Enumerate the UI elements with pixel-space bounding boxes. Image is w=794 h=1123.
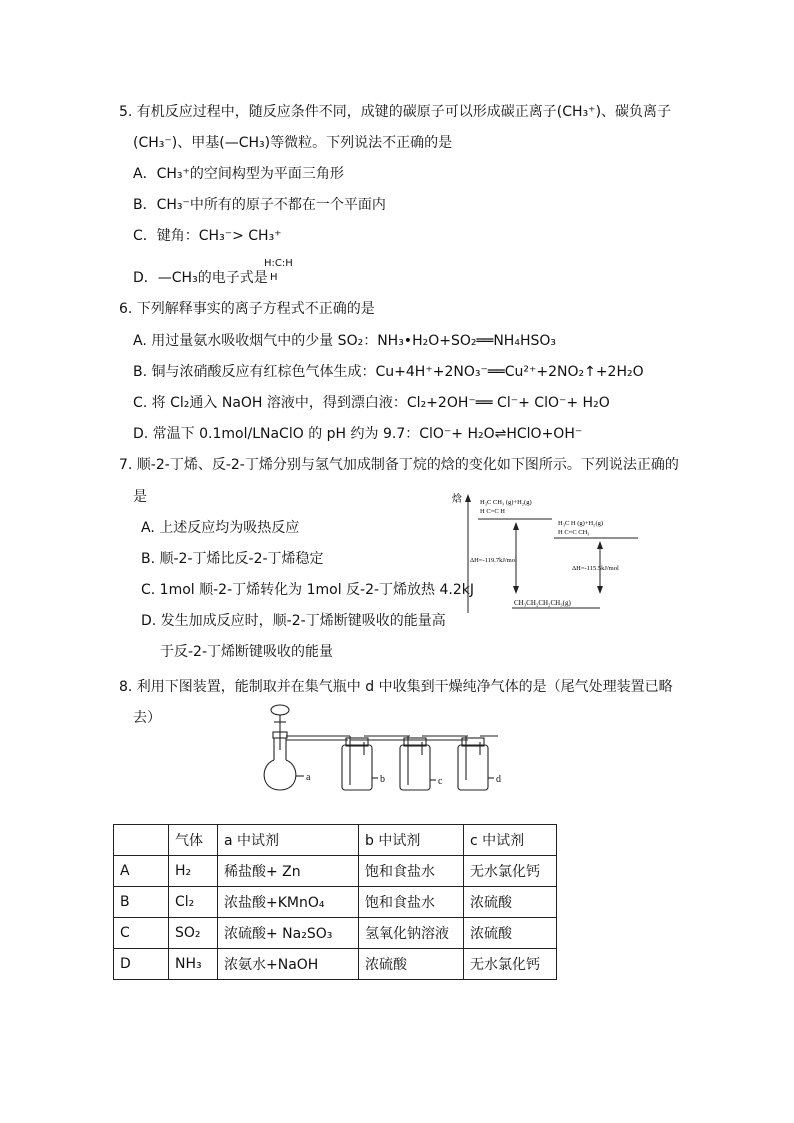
dh2-label: ΔH=-115.5kJ/mol — [572, 565, 619, 572]
trans-butene-sub: H C=C CH₃ — [558, 529, 590, 536]
dh1-label: ΔH=-119.7kJ/mol — [470, 557, 517, 564]
q5-electron-formula-top: H:C:H — [264, 258, 293, 269]
table-row — [114, 856, 557, 887]
enthalpy-diagram — [450, 488, 650, 618]
dh2-arrow-tail — [597, 541, 603, 549]
table-cell: 氢氧化钠溶液 — [359, 918, 464, 949]
table-cell: 浓盐酸+KMnO₄ — [218, 887, 359, 918]
table-header-cell: 气体 — [169, 825, 218, 856]
q7-option-d-line2: 于反-2-丁烯断键吸收的能量 — [160, 644, 334, 660]
table-header-cell: a 中试剂 — [218, 825, 359, 856]
q8-stem-line1: 8. 利用下图装置，能制取并在集气瓶中 d 中收集到干燥纯净气体的是（尾气处理装置已略 — [119, 679, 673, 695]
table-cell: 浓硫酸+ Na₂SO₃ — [218, 918, 359, 949]
table-cell: 浓硫酸 — [359, 949, 464, 980]
table-cell: NH₃ — [169, 949, 218, 980]
enthalpy-axis-arrow — [465, 494, 471, 502]
table-cell: 饱和食盐水 — [359, 887, 464, 918]
q5-stem-line1: 5. 有机反应过程中，随反应条件不同，成键的碳原子可以形成碳正离子(CH₃⁺)、碳负离子 — [119, 104, 672, 120]
q7-stem-line1: 7. 顺-2-丁烯、反-2-丁烯分别与氢气加成制备丁烷的焓的变化如下图所示。下列说法正确的 — [119, 457, 679, 473]
table-cell: C — [114, 918, 169, 949]
reagent-table — [113, 824, 557, 980]
label-c: c — [438, 776, 443, 787]
q5-option-d: D．—CH₃的电子式是 — [133, 270, 268, 286]
q7-option-d-line1: D. 发生加成反应时，顺-2-丁烯断键吸收的能量高 — [141, 613, 446, 629]
cis-butene-sub: H C=C H — [480, 508, 505, 515]
bottle-d — [458, 736, 498, 790]
q6-option-c: C. 将 Cl₂通入 NaOH 溶液中，得到漂白液：Cl₂+2OH⁻══ Cl⁻+ ClO⁻+ H₂O — [133, 395, 610, 411]
table-cell: 无水氯化钙 — [464, 949, 557, 980]
table-row — [114, 949, 557, 980]
q7-option-c: C. 1mol 顺-2-丁烯转化为 1mol 反-2-丁烯放热 4.2kJ — [141, 582, 474, 598]
butane-label: CH₃CH₂CH₂CH₃(g) — [514, 599, 571, 607]
table-cell: Cl₂ — [169, 887, 218, 918]
trans-butene-label: H₃C H (g)+H₂(g) — [558, 520, 604, 527]
table-row — [114, 887, 557, 918]
dh1-arrow-head — [513, 586, 519, 594]
dh2-arrow-head — [597, 586, 603, 594]
label-d: d — [496, 774, 501, 785]
q5-electron-formula-bottom: H — [270, 272, 278, 283]
table-row — [114, 918, 557, 949]
enthalpy-axis-label: 焓 — [452, 494, 462, 505]
q5-option-a: A．CH₃⁺的空间构型为平面三角形 — [133, 166, 344, 182]
q5-stem-line2: (CH₃⁻)、甲基(—CH₃)等微粒。下列说法不正确的是 — [133, 135, 453, 151]
q6-option-b: B. 铜与浓硝酸反应有红棕色气体生成：Cu+4H⁺+2NO₃⁻══Cu²⁺+2NO₂↑+2H₂O — [133, 364, 644, 380]
table-cell: A — [114, 856, 169, 887]
q6-option-d: D. 常温下 0.1mol/LNaClO 的 pH 约为 9.7：ClO⁻+ H₂O⇌HClO+OH⁻ — [133, 426, 583, 442]
table-cell: B — [114, 887, 169, 918]
dh1-arrow-tail — [513, 522, 519, 530]
table-cell: 浓氨水+NaOH — [218, 949, 359, 980]
q6-option-a: A. 用过量氨水吸收烟气中的少量 SO₂：NH₃•H₂O+SO₂══NH₄HSO₃ — [133, 333, 556, 349]
q6-stem: 6. 下列解释事实的离子方程式不正确的是 — [119, 301, 375, 317]
table-header-row — [114, 825, 557, 856]
q5-option-b: B．CH₃⁻中所有的原子不都在一个平面内 — [133, 197, 386, 213]
table-header-cell: c 中试剂 — [464, 825, 557, 856]
q7-option-b: B. 顺-2-丁烯比反-2-丁烯稳定 — [141, 551, 324, 567]
q7-option-a: A. 上述反应均为吸热反应 — [141, 520, 300, 536]
table-cell: SO₂ — [169, 918, 218, 949]
cis-butene-label: H₃C CH₃ (g)+H₂(g) — [480, 499, 532, 506]
table-header-cell — [114, 825, 169, 856]
table-cell: 浓硫酸 — [464, 918, 557, 949]
label-a: a — [306, 772, 311, 783]
table-cell: 稀盐酸+ Zn — [218, 856, 359, 887]
apparatus-diagram — [260, 700, 520, 795]
table-header-cell: b 中试剂 — [359, 825, 464, 856]
table-cell: 浓硫酸 — [464, 887, 557, 918]
label-b: b — [380, 774, 385, 785]
q5-option-c: C．键角：CH₃⁻> CH₃⁺ — [133, 228, 282, 244]
table-cell: 饱和食盐水 — [359, 856, 464, 887]
table-cell: H₂ — [169, 856, 218, 887]
q7-stem-line2: 是 — [133, 489, 147, 505]
table-cell: 无水氯化钙 — [464, 856, 557, 887]
q8-stem-line2: 去） — [133, 710, 161, 726]
table-cell: D — [114, 949, 169, 980]
